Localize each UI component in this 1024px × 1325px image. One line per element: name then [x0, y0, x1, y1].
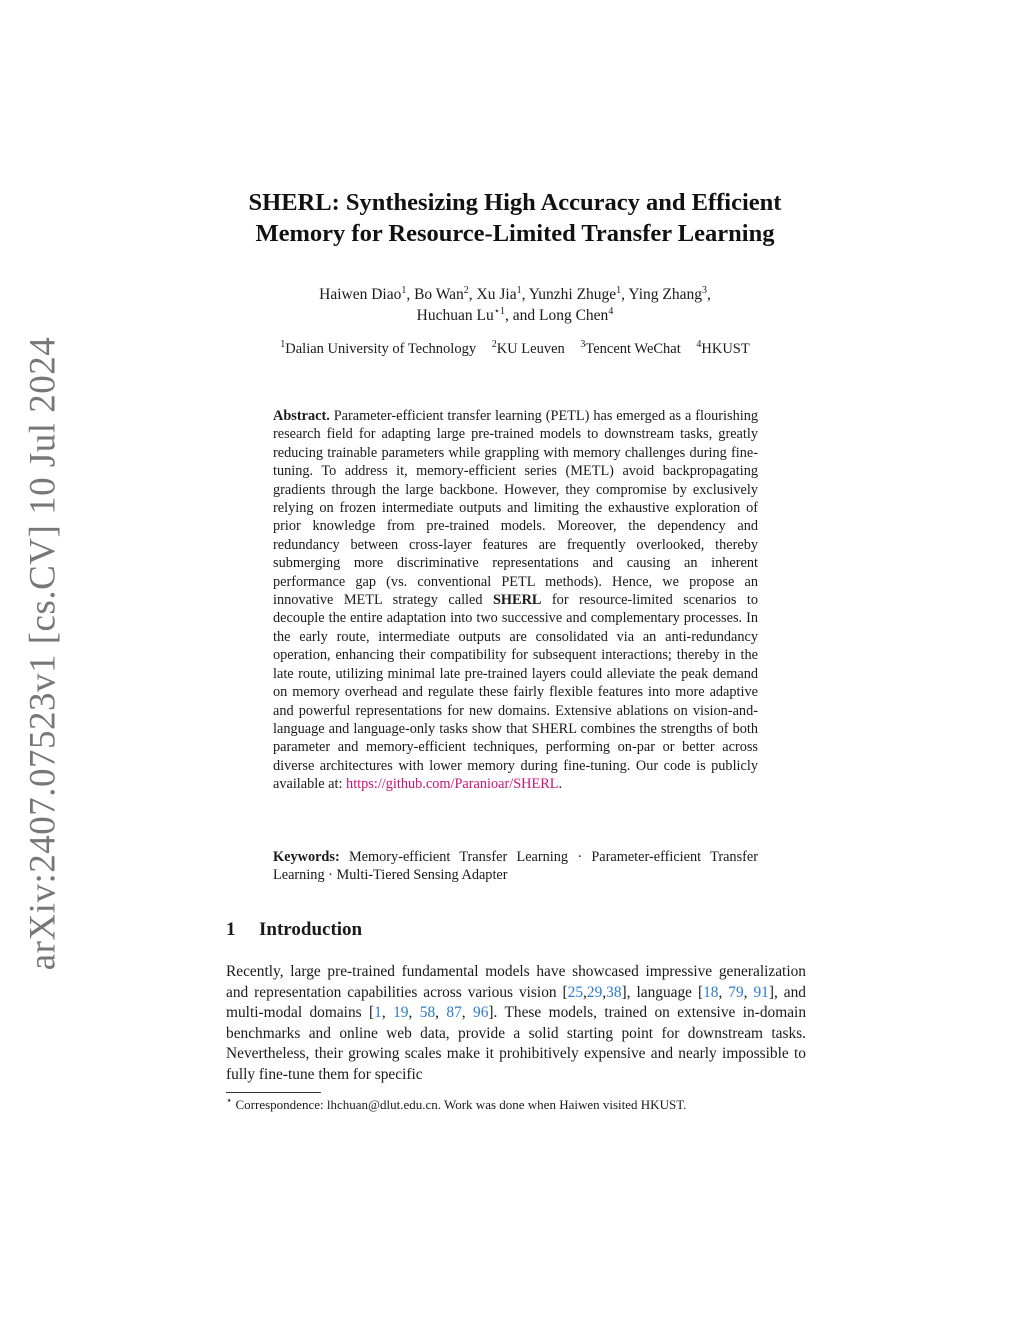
citation-link[interactable]: 79 — [728, 983, 744, 1001]
citation-link[interactable]: 1 — [374, 1004, 382, 1022]
section-number: 1 — [226, 919, 236, 940]
section-title: Introduction — [259, 919, 363, 940]
author: Long Chen — [539, 307, 609, 324]
author-affil-mark: 3 — [701, 284, 707, 296]
keywords — [273, 848, 758, 885]
keywords-text: Memory-efficient Transfer Learning · Parameter-efficient Transfer Learning · Multi-Tiered Sensing Adapter — [273, 849, 759, 884]
abstract — [273, 407, 758, 794]
footnote-mark: ⋆ — [226, 1095, 233, 1107]
affiliation-mark: 1 — [280, 339, 286, 351]
section-heading — [226, 919, 806, 941]
body-text: Recently, large pre-trained fundamental models have showcased impressive generalization and representation capabilities across various vision [ — [226, 963, 806, 1001]
intro-paragraph: Recently, large pre-trained fundamental models have showcased impressive generalization and representation capabilities across various vision [25,29,38], language [18, 79, 91], and multi-modal domains [1, 19, 58, 87, 96]. These models, trained on extensive in-domain benchmarks and online web data, provide a solid starting point for downstream tasks. Nevertheless, their growing scales make it prohibitively expensive and nearly impossible to fully fine-tune them for specific — [226, 963, 807, 1083]
body-text: ], language [ — [621, 983, 704, 1001]
abstract-end: . — [558, 776, 563, 793]
author-affil-mark: 4 — [608, 305, 614, 317]
title-line-1: SHERL: Synthesizing High Accuracy and Efficient — [248, 189, 782, 216]
affiliation-name: Dalian University of Technology — [285, 341, 477, 357]
author-affil-mark: ⋆1 — [493, 305, 505, 317]
affiliation — [580, 341, 680, 357]
code-link[interactable]: https://github.com/Paranioar/SHERL — [346, 776, 559, 793]
affiliation-mark: 2 — [491, 339, 497, 351]
footnote-rule — [226, 1092, 321, 1093]
arxiv-stamp-text: arXiv:2407.07523v1 [cs.CV] 10 Jul 2024 — [22, 336, 64, 970]
citation-link[interactable]: 25 — [567, 983, 584, 1001]
author: Bo Wan — [414, 286, 464, 303]
affiliation — [696, 341, 749, 357]
citation-link[interactable]: 18 — [703, 983, 719, 1001]
paper-title — [200, 187, 830, 249]
affiliation — [492, 341, 565, 357]
affiliation-mark: 4 — [696, 339, 702, 351]
citation-link[interactable]: 58 — [419, 1004, 436, 1022]
author-affil-mark: 1 — [401, 284, 407, 296]
author-affil-mark: 1 — [616, 284, 622, 296]
citation-link[interactable]: 38 — [606, 983, 622, 1001]
arxiv-stamp — [14, 336, 72, 970]
affiliation-name: Tencent WeChat — [585, 341, 681, 357]
author: Ying Zhang — [628, 286, 702, 303]
abstract-text: Parameter-efficient transfer learning (PETL) has emerged as a flourishing research field for adapting large pre-trained models to downstream tasks, greatly reducing trainable parameters while grappling with memory challenges during fine-tuning. To address it, memory-efficient series (METL) avoid backpropagating gradients through the large backbone. However, they compromise by exclusively relying on frozen intermediate outputs and limiting the exhaustive exploration of prior knowledge from pre-trained models. Moreover, the dependency and redundancy between cross-layer features are frequently overlooked, thereby submerging more discriminative representations and causing an inherent performance gap (vs. conventional PETL methods). Hence, we propose an innovative METL strategy called — [273, 408, 758, 609]
author: Huchuan Lu — [416, 307, 494, 324]
author: Yunzhi Zhuge — [528, 286, 617, 303]
abstract-label: Abstract. — [273, 408, 330, 424]
affiliation-mark: 3 — [580, 339, 586, 351]
citation-link[interactable]: 87 — [446, 1004, 462, 1022]
author-list: Haiwen Diao$^1$, Bo Wan$^2$, Xu Jia$^1$, Yunzhi Zhuge$^1$, Ying Zhang$^3$, Huchuan $Lu^{⋆1}$, and Long Chen$^4$ — [319, 284, 711, 324]
author: Haiwen Diao — [319, 286, 402, 303]
citation-link[interactable]: 96 — [473, 1004, 489, 1022]
method-name: SHERL — [492, 592, 542, 609]
author-conjunction: and — [512, 307, 536, 324]
author-affil-mark: 2 — [463, 284, 469, 296]
citation-link[interactable]: 91 — [753, 983, 769, 1001]
title-line-2: Memory for Resource-Limited Transfer Learning — [255, 220, 775, 247]
affiliation-name: KU Leuven — [496, 341, 565, 357]
body-text: ], and multi-modal domains [ — [226, 983, 806, 1022]
affiliation-name: HKUST — [701, 341, 750, 357]
citation-link[interactable]: 29 — [586, 983, 603, 1001]
keywords-label: Keywords: — [273, 849, 340, 865]
affiliation — [280, 341, 476, 357]
body-text: ]. These models, trained on extensive in-domain benchmarks and online web data, provide a solid starting point for downstream tasks. Nevertheless, their growing scales make it prohibitively expensive and nearly impossible to fully fine-tune them for specific — [226, 1004, 807, 1083]
abstract-text: for resource-limited scenarios to decouple the entire adaptation into two successive and complementary processes. In the early route, intermediate outputs are consolidated via an anti-redundancy operation, enhancing their compatibility for subsequent interactions; thereby in the late route, utilizing minimal late pre-trained layers could alleviate the peak demand on memory overhead and regulate these fairly flexible features into more adaptive and powerful representations for new domains. Extensive ablations on vision-and-language and language-only tasks show that SHERL combines the strengths of both parameter and memory-efficient techniques, performing on-par or better across diverse architectures with lower memory during fine-tuning. Our code is publicly available at: — [273, 592, 758, 793]
author: Xu Jia — [476, 286, 517, 303]
author-affil-mark: 1 — [516, 284, 522, 296]
footnote-text: Correspondence: lhchuan@dlut.edu.cn. Work was done when Haiwen visited HKUST. — [235, 1097, 687, 1112]
affiliation-list — [200, 339, 830, 359]
footnote — [226, 1096, 816, 1113]
citation-link[interactable]: 19 — [393, 1004, 409, 1022]
